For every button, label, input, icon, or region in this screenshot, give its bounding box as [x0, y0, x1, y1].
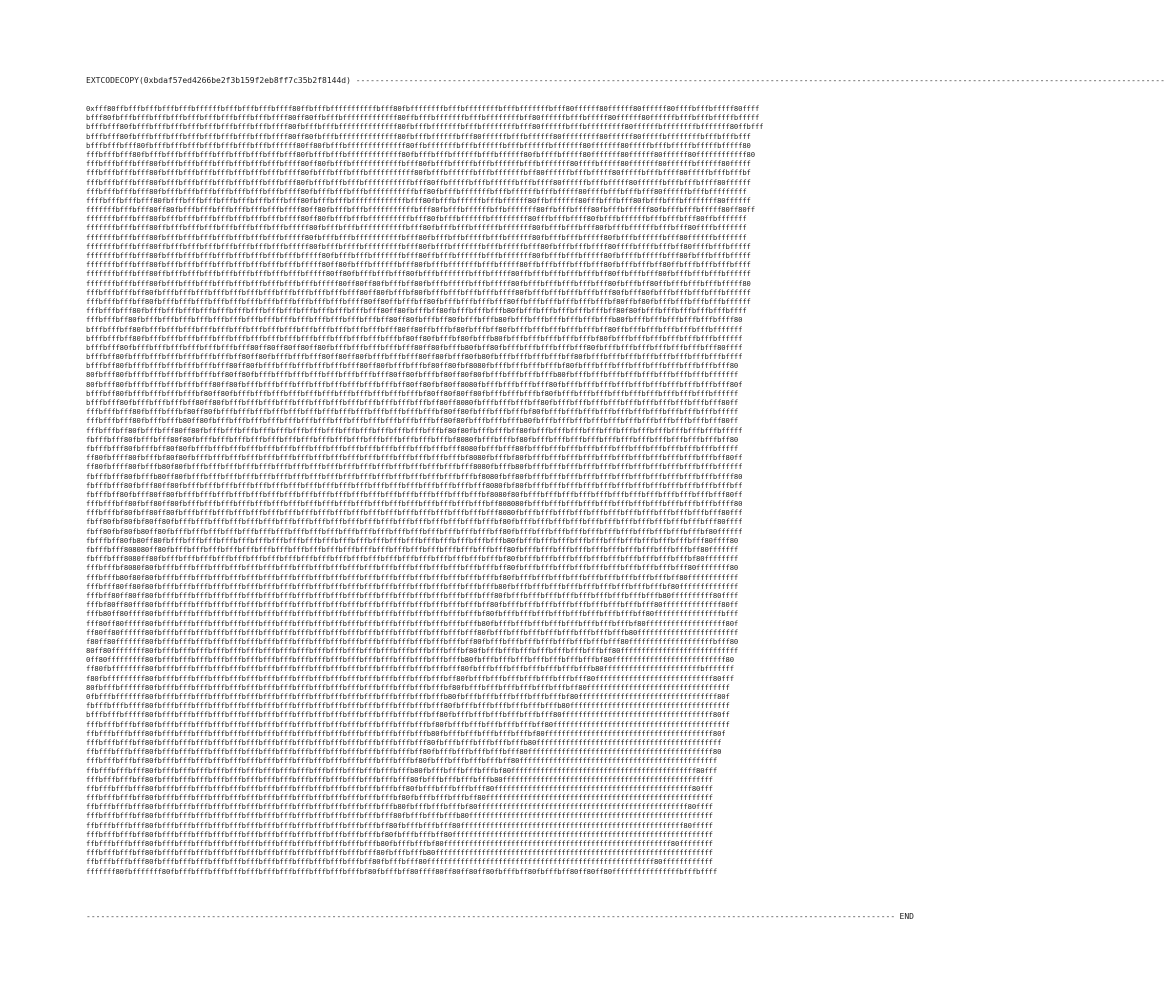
hex-row: 80fbfff80fbfffbfffbfffbfffbfffbff80ff80fbfffbfffbfffbfffbfffbfffbfffbfff80ff80fbfffbf80ff80f80fbfffbfffbfffbfffb80fbfffbfffbfffbfffbfffbfffbfffbfffbfffffff — [86, 370, 739, 380]
hex-row: bfffbfff80fbfffbfffbfffbfffbfffbfffbfffbfffbffff80fbfffbfffbffffffffffffff80fbfffbfffffffbfffbffffffffbfff80ffffffbfffbfffffffff80ffffffbffffffffbfffffff80ffbfff — [86, 122, 764, 132]
hex-row: bfffbff80fbfffbfffbfffbfffbfffbfffbff80ff80fbfffbfffbfff80ff80ff80fbfffbfffbfff80ff80fbfff80fb80fbfffbfffbfffbfffbff80fbfffbfffbfffbfffbfffbfffbfffbfffbffff — [86, 352, 743, 362]
hex-row: fffbfffbfffbff80fbfffbfffbfffbfffbfffbfffbfffbfffbfffbfffbfffbfff80ff80fbfffbf80fbfffbfffbfffbfffbffff80fbfffbfffbfffbfffbfff80fbfff80fbfffbfffbfffbfffbffffff — [86, 287, 751, 297]
hex-row: fbfffbff80fb80ff80fbfffbfffbfffbfffbfffbfffbfffbfffbfffbfffbfffbfffbfffbfffbfffbfffbfffbfffbfffbfffb80fbfffbfffbfffbfffbfffbfffbfffbfffbfffbfffbfff80ffff80 — [86, 535, 739, 545]
hex-row: fffbff80ff80ff80fbfffbfffbfffbfffbfffbfffbfffbfffbfffbfffbfffbfffbfffbfffbfffbfffbfffbfffbfffbfff80fbfffbfffbfffbfffbfffbfffbfffbfffbfffb80ffffffffff80ffff — [86, 590, 739, 600]
hex-row: fffffffbfffbfff80ffbfffbfffbfffbfffbfffbfffbfffbfffff80fbfffbffffbfffffffffbfff80fbfffbfffffffbfffbfffffbfff80fbfffbfffbffff80ffffbffffbfffbff80ffffbfffbfffff — [86, 241, 751, 251]
hex-row: bfffbfff80fbfffbfffbfffbfffbfffbfffbfff80ff80ff80ff80ff80fbfffbfffbfffbfffbfff80ff80fbfffb80fbff80fbfffbfffbfffbfffbfff80fbfffbfffbfffbfffbfffbfffbfff80ffff — [86, 342, 743, 352]
hex-row: fffbfffbfffbff80fbfffbfffbfffbfffbfffbfffbfffbfffbfffbfffbfffbfffbfffbfff80fbfffbfffbfffb80ffffffffffffffffffffffffffffffffffffffffffffffffffffffffff — [86, 811, 713, 821]
opcode-call-label: EXTCODECOPY(0xbdaf57ed4266be2f3b159f2eb8ff7c35b2f8144d) — [86, 76, 351, 85]
hex-row: fbff80fbf80fbf80ff80fbfffbfffbfffbfffbfffbfffbfffbfffbfffbfffbfffbfffbfffbfffbfffbfffbfffbfffbfffbf80fbfffbfffbfffbfffbfffbfffbfffbfffbfffbfffbfffbfff80ffff — [86, 517, 743, 527]
hex-row: fffbfffbf80fbff80ff80fbfffbfffbfffbfffbfffbfffbfffbfffbfffbfffbfffbfffbfffbfffbfffbfffbfffbfffbfff8080fbfffbfffbfffbfffbfffbfffbfffbfffbfffbfffbfffbfff80fff — [86, 508, 743, 518]
hex-row: fbfffbff80fbfff80ff80fbfffbfffbfffbfffbfffbfffbfffbfffbfffbfffbfffbfffbfffbfffbfffbfffbfffbfffbf8080f80fbfffbfffbfffbfffbfffbfffbfffbfffbfffbfffbfffbfff80ff — [86, 489, 743, 499]
hex-row: f80ff80fffffff80fbfffbfffbfffbfffbfffbfffbfffbfffbfffbfffbfffbfffbfffbfffbfffbfffbfffbfffbff80fbfffbfffbfffbfffbfffbfffbfffbfff80ffffffffffffffffffffbfff80 — [86, 636, 739, 646]
hex-row: ff80fbffff80fbfffb80f80fbfffbfffbfffbfffbfffbfffbfffbfffbfffbfffbfffbfffbfffbfffbfffbfffbfff8080fbfffb80fbfffbfffbfffbfffbfffbfffbfffbfffbfffbfffbfffbffffff — [86, 462, 743, 472]
hex-row: bfffbfffbff80fbfffbfffbfffbfffbfffbfffbfffbfffbfffbfffbfffbfffbfffbfffbfff80ff80ffbfffbf80fbfffbff80fbfffbfffbfffbfffbfffbff80ffbfffbfffbfffbfffbfffbfffffff — [86, 324, 743, 334]
hex-row: fffffff80fbfffffff80fbfffbfffbfffbfffbfffbfffbfffbfffbfffbfffbfffbf80fbfffbff80ffff80ff80ff80ff80fbfffbff80fbfffbff80ff80ff80ffffffffffffffffbfffbffff — [86, 866, 718, 876]
hex-row: bfffbff80fbfffbfffbfffbfffbf80ff80fbfffbfffbfffbfffbfffbfffbfffbfffbfffbfffbfffbf80ff80f80ff80fbfffbfffbfffbf80fbfffbfffbfffbfffbfffbfffbfffbfffbfffbffffff — [86, 388, 739, 398]
hex-row: fffffffbfffbfff80ff80fbfffbfffbfffbfffbfffbfffbffff80ff80fbfffbfffbfffffffffffbfff80fbfffbffffffbffbfffffff80ffbfffbffff80fbfffbffffff80fbfffbfffbfffff80ff80ff — [86, 205, 755, 215]
hex-row: ffbfffbfffbfff80fbfffbfffbfffbfffbfffbfffbfffbfffbfffbfffbfffbfffbfffb80fbfffbfffbf80ffffffffffffffffffffffffffffffffffffffffffffffffffffff80ffffffff — [86, 839, 713, 848]
hex-row: bfffbfff80fbfffbfffbfffbfffbfffbfffbfffbfffbffff80ff80fbfffbffffffffffffff80fbfffbffffffbfff80ffffffbfffbffffff80fffffffff80ffffff80fffffbffffffffbfffbfffbfff — [86, 131, 751, 141]
hex-row: fffbfff80ff80f80fbfffbfffbfffbfffbfffbfffbfffbfffbfffbfffbfffbfffbfffbfffbfffbfffbfffbfffbfffbfffb80fbfffbfffbfffbfffbfffbfffbfffbfffbfffbf80ffffffffffffff — [86, 581, 739, 591]
hex-row: fbfffbfff80fbfffb80ff80fbfffbfffbfffbfffbfffbfffbfffbfffbfffbfffbfffbfffbfffbfffbfffbfffbfffbf8080fbff80fbfffbfffbfffbfffbfffbfffbfffbfffbfffbfffbfffbffff80 — [86, 471, 743, 481]
hex-row: fffbfffbfffbff80fbfffbfffbfffbfffbfffbfffbfffbfffbfffbfffbfffbfffbfffbf80fbfffbfffbff80ffffffffffffffffffffffffffffffffffffffffffffffffffffffffffffff — [86, 829, 713, 839]
hex-row: ff80fbffff80fbfffbf80f80fbfffbfffbfffbfffbfffbfffbfffbfffbfffbfffbfffbfffbfffbfffbfffbfffbf8080fbfffbf80fbfffbfffbfffbfffbfffbfffbfffbfffbfffbfffbfffbff80ff — [86, 453, 743, 463]
hex-row: fffbfffbff80fbfffbfffbfffbfffbfffbfffbfffbfffbfffbfffbfffbfffbfffbfffbff80ff80fbfffbff80fbfffbfffb80fbfffbfffbfffbfffbfffbfffb80fbfffbfffbfffbfffbfffbffff80 — [86, 315, 743, 325]
hex-row: fbff80fbf80fb80ff80fbfffbfffbfffbfffbfffbfffbfffbfffbfffbfffbfffbfffbfffbfffbfffbfffbfffbfffbfffbff80fbfffbfffbfffbfffbfffbfffbfffbfffbfffbfffbfffbf80ffffff — [86, 526, 743, 536]
hex-row: bfff80fbfffbfffbfffbfffbfffbfffbfffbfffbfffbffff80ff80ffbfffbfffffffffffff80ffbfffbfffffffbfffbffffffffbff80ffffffbfffbfffff80ffffff80ffffffbfffbfffbfffffbfffff — [86, 113, 760, 123]
hex-row: bfffbfffbfff80fbfffbfffbfffbfffbfffbfffbfffbffffff80ff80fbfffbffffffffffffff80ffbfffffffbfffbffffffbfffbffffffbfffffff80fffffff80fffffbfffbfffffbfffffbfffff80 — [86, 140, 751, 150]
hex-dump — [86, 104, 914, 892]
hex-row: 0xfff80ffbfffbfffbfffbfffbffffffbfffbfffbfffbffff80ffbfffbfffffffffffbfff80fbffffffffbfffbffffffffbfffbfffffffbfff80ffffff80ffffff80ffffff80ffffbfffbfffff80ffff — [86, 104, 760, 113]
hex-row: fffbfffbfffbff80fbfffbfffbfffbfffbfffbfffbfffbfffbfffbfffbfffbfffbfffbfffbfff80fbfffbfffbfffbfffb80ffffffffffffffffffffffffffffffffffffffffffffffffff — [86, 774, 713, 784]
hex-row: fffbfffbf8080f80fbfffbfffbfffbfffbfffbfffbfffbfffbfffbfffbfffbfffbfffbfffbfffbfffbfffbfffbfffbfffbff80fbfffbfffbfffbfffbfffbfffbfffbfffbfffbfff80ffffffff80 — [86, 563, 739, 573]
hex-row: fbfffbfff80fbfffbfff80f80fbfffbfffbfffbfffbfffbfffbfffbfffbfffbfffbfffbfffbfffbfffbfffbf8080fbfffbfffbf80fbfffbfffbfffbfffbfffbfffbfffbfffbfffbfffbfffbff80 — [86, 434, 739, 444]
end-label: END — [899, 912, 914, 921]
hex-row: ffbfffbfffbfff80fbfffbfffbfffbfffbfffbfffbfffbfffbfffbfffbfffbfffbff80fbfffbfff80ffffffffffffffffffffffffffffffffffffffffffffffffffffff80ffffffffffff — [86, 857, 713, 867]
hex-row: bfffbfff80fbfffbfffbfffbff80ff80fbfffbfffbfffbfffbfffbfffbfffbfffbfffbfffbfffbfffbff80ff8080fbfffbfffbfffbff80fbfffbfffbfffbfffbfffbfffbfffbfffbfffbfff80ff — [86, 398, 739, 407]
hex-row: 80fbfff80fbfffbfffbfffbfffbfff80ff80fbfffbfffbfffbfffbfffbfffbfffbfffbfffbff80ff80fbf80ff8080fbfffbfffbfffbfff80fbfffbfffbfffbfffbfffbfffbfffbfffbfffbfff80f — [86, 379, 743, 389]
hex-row: fffbfffbff80fbff80ff80fbfffbfffbfffbfffbfffbfffbfffbfffbfffbfffbfffbfffbfffbfffbfffbfffbfffbfffbff808080fbfffbfffbfffbfffbfffbfffbfffbfffbfffbfffbfffbffff80 — [86, 499, 743, 509]
hex-row: bfffbff80fbfffbfffbfffbfffbfffbfff80ff80fbfffbfffbfffbfffbfffbfff80ff80fbfffbfffbf80ff80fbf8080fbfffbfffbfffbfffbf80fbfffbfffbfffbfffbfffbfffbfffbfffbfff80 — [86, 361, 739, 371]
hex-row: fffbfffbfffbff80fbfffbfffbfffbfffbfffbfffbfffbfffbfffbfffbfffbfffbfffbfffbf80fbfffbfffbfffbff80ffffffffffffffffffffffffffffffffffffffffffffffffffffff — [86, 793, 713, 803]
hex-row: fffbfffbfffbfff80fbfffbfffbfffbfffbfffbfffbfffbfff80fbfffbfffbfffbfffffffffffbfff80ffbfffffbfffbffffffbfffbffff80ffffffbfffbfffff80ffffffbfffbfffbffff80ffffff — [86, 177, 751, 187]
footer-line — [86, 912, 914, 922]
hex-row: fffbfffbfffbfff80fbfffbfffbfffbfffbfffbfffbfffbffff80fbfffbfffbfffbfffffffffff80fbfffbffffffbfffbfffffffbff80ffffffbfffbfffff80fffffbfffbffff80fffffbfffbfffbf — [86, 168, 751, 178]
hex-row: fffffffbfffbfff80fbfffbfffbfffbfffbfffbfffbfffbfffbfffff80ff80fbfffbffffffbfff80fbfffbfffffffbfffbfffff80ffbfffbfffbfffbfff80fbfffbfffbff80ffbfffbfffbfffbffff — [86, 260, 751, 270]
hex-row: bfffbfffbfffff80fbfffbfffbfffbfffbfffbfffbfffbfffbfffbfffbfffbfffbfffbfffbfffbfffbff80fbfffbfffbfffbfffbfffbfff80ffffffffffffffffffffffffffffffffffff80ff — [86, 710, 730, 720]
hex-row: fffbfffbfffbff80fbfffbfffbfffbfffbfffbfffbfffbfffbfffbfffbfffbfffbfffbfffbfffbfff80fbfffbfffbfffbfffbfffb80ffffffffffffffffffffffffffffffffffffffffffff — [86, 737, 722, 747]
hex-row: ffbfffbfffbfff80fbfffbfffbfffbfffbfffbfffbfffbfffbfffbfffbfffbfffbfffbfffbfffb80fbfffbfffbfffbfffbf80ffffffffffffffffffffffffffffffffffffffffffff80fff — [86, 765, 718, 775]
hex-row: fffffffbfffbfff80fbfffbfffbfffbfffbfffbfffbfffbfffbfffff80fbfffbfffbfffffffbfff80ffbfffbffffffbfffbfffffff80fbfffbfffbfffff80fbffffbfffffbfff80fbfffbfffbfffff — [86, 251, 751, 260]
hex-row: fbfffbfff808080ff80fbfffbfffbfffbfffbfffbfffbfffbfffbfffbfffbfffbfffbfffbfffbfffbfffbfffbfffbfffbfff80fbfffbfffbfffbfffbfffbfffbfffbfffbfffbfffbff80fffffff — [86, 545, 739, 554]
hex-row: fffbfffbff80fbfffbfff80ff80fbfffbfffbfffbfffbfffbfffbfffbfffbfffbfffbfffbfffbfffbfffbf80f80fbfffbfffbff80fbfffbfffbfffbfffbfffbfffbfffbfffbfffbfffbfffbfffff — [86, 425, 743, 435]
hex-row: bfffbfffbff80fbfffbfffbfffbfffbfffbfffbfffbfffbfffbfffbfffbfffbfffbfffbfffbf80ff80fbfffbf80fbfffb80fbfffbfffbfffbfffbfffbf80fbfffbfffbfffbfffbfffbfffbffffff — [86, 333, 743, 343]
hex-row: ffffbfffbfffbfff80fbfffbfffbfffbfffbfffbfffbfffbfff80fbfffbfffbfffffffffffffbfff80fbfffbffffffbfffbffffff80ffbfffffff80fffbfffbfff80fbfffbfffbffffffff80ffffff — [86, 195, 751, 205]
hex-row: ffbfffbfffbfff80fbfffbfffbfffbfffbfffbfffbfffbfffbfffbfffbfffbfffbfffbfffbff80fbfffbfffbfffbfff80fffffffffffffffffffffffffffffffffffffffffffffff80fff — [86, 783, 713, 793]
hex-row: fffbfffbfffbfff80fbfffbfffbfffbfffbfffbfffbfffbffff80ff80fbfffbffffffffffffbfff80fbfffbfffffbfffbffffffbfffbfffffff80ffffbfffff80fffffff80ffffffbffffff80fffff — [86, 159, 751, 169]
hex-row: fffbfffb80f80f80fbfffbfffbfffbfffbfffbfffbfffbfffbfffbfffbfffbfffbfffbfffbfffbfffbfffbfffbfffbfffbf80fbfffbfffbfffbfffbfffbfffbfffbfffbfffbff80ffffffffffff — [86, 572, 739, 582]
hex-row: 80ff80ffffffff80fbfffbfffbfffbfffbfffbfffbfffbfffbfffbfffbfffbfffbfffbfffbfffbfffbfffbfffbf80fbfffbfffbfffbfffbfffbfffbfffbff80ffffffffffffffffffffffffffff — [86, 646, 739, 656]
hex-row: fffbfffbfffbff80fbfffbfffbfffbfffbfffbfffbfffbfffbfffbfffbfffbffff80ff80ffbfffbff80fbfffbfffbfffbfff80ffbfffbfffbfffbfffbfffbf80ffbf80fbfffbfffbfffbfffbffffff — [86, 296, 751, 306]
hex-row: 80fbfffbffffff80fbfffbfffbfffbfffbfffbfffbfffbfffbfffbfffbfffbfffbfffbfffbfffbfffbfffbf80fbfffbfffbfffbfffbfffbfffbff80ffffffffffffffffffffffffffffffffff — [86, 682, 730, 692]
hex-row: fbfffbfffbffff80fbfffbfffbfffbfffbfffbfffbfffbfffbfffbfffbfffbfffbfffbfffbfffbfffbfff80fbfffbfffbfffbfffbfffbfffb80ffffffffffffffffffffffffffffffffffffff — [86, 701, 730, 711]
hex-row: fbfffbfff8080ff80fbfffbfffbfffbfffbfffbfffbfffbfffbfffbfffbfffbfffbfffbfffbfffbfffbfffbfffbfffbfffbf80fbfffbfffbfffbfffbfffbfffbfffbfffbfffbfffbf80ffffffff — [86, 554, 739, 564]
hex-row: ffbfffbfffbfff80fbfffbfffbfffbfffbfffbfffbfffbfffbfffbfffbfffbfffbfffbfffbfffbfffb80fbfffbfffbfffbfffbfffbf80ffffffffffffffffffffffffffffffffffffffff80f — [86, 728, 726, 738]
header-line — [86, 76, 1165, 86]
hex-row: fffffffbfffbfff80ffbfffbfffbfffbfffbfffbfffbfffbfffff80fbfffbfffbfffffffffffbfff80fbfffbfffbffffffbfffffff80fbfffbfffbfff80fbfffbffffffbfffbfff80ffffbfffffff — [86, 223, 747, 233]
hex-row: fffffffbfffbfff80fbfffbfffbfffbfffbfffbfffbfffbffff80ff80fbfffbfffbffffffffffbfff80fbfffbffffffbfffffffff80fffbfffbffff80fbfffbffffffbfffbfffbfff80ffbfffffff — [86, 214, 747, 224]
hex-row: fffbfffbfffbfff80fbfffbfffbfffbfffbfffbfffbfffbffff80fbfffbfffbfffbfffffffffffbff80fbfffbfffffffbfffbffffffbfffbfffff80ffffbfffbfffbfff80ffffffbfffbfffffffff — [86, 186, 747, 196]
hex-row: ff80fbffffffff80fbfffbfffbfffbfffbfffbfffbfffbfffbfffbfffbfffbfffbfffbfffbfffbfffbfffbfff80fbfffbfffbfffbfffbfffbfffbfffb80fffffffffffffffffffffffbfffffff — [86, 664, 734, 674]
hex-row: fffbfffbfffbff80fbfffbfffbfffbfffbfffbfffbfffbfffbfffbfffbfffbfffbfff80fbfffbfffb80ffffffffffffffffffffffffffffffffffffffffffffffffffffffffffffffffff — [86, 848, 713, 858]
hex-row: fffbfffbfffbff80fbfffbfffbfffbfffbfffbfffbfffbfffbfffbfffbfffbfffbfffbfffbfffbf80fbfffbfffbfffbfffbff80fffffffffffffffffffffffffffffffffffffffffffffff — [86, 756, 718, 766]
hex-row: fffb80ff80ffff80fbfffbfffbfffbfffbfffbfffbfffbfffbfffbfffbfffbfffbfffbfffbfffbfffbfffbfffbfffbf80fbfffbfffbfffbfffbfffbfffbfffbfffbff80ffffffffffffffffbfff — [86, 609, 739, 619]
hex-row: ffbfffbfffbfff80fbfffbfffbfffbfffbfffbfffbfffbfffbfffbfffbfffbfffbfffbff80fbfffbfffbfff80fffffffffffffffffffffffffffffffffffffffffffffffffffff80fffff — [86, 820, 713, 830]
hex-row: fffbfffbfff80fbfffbfffb80ff80fbfffbfffbfffbfffbfffbfffbfffbfffbfffbfffbfffbfffbfffbff80f80fbfffbfffbfffb80fbfffbfffbfffbfffbfffbfffbfffbfffbfffbfffbfff80ff — [86, 416, 739, 426]
hex-row: fff80ff80fffff80fbfffbfffbfffbfffbfffbfffbfffbfffbfffbfffbfffbfffbfffbfffbfffbfffbfffbfffbfffb80fbfffbfffbfffbfffbfffbfffbfffbfffbf80fffffffffffffffffff80f — [86, 618, 739, 628]
hex-row: fffffffbfffbfff80fbfffbfffbfffbfffbfffbfffbfffbfffff80fbfffbfffbfffffffffffbfff80fbfffbffbfffffbfffbffffff80fbfffbfffbfffff80fbfffbffffffbfff80ffffffbfffffff — [86, 232, 747, 242]
hex-row: ffbfffbfffbfff80fbfffbfffbfffbfffbfffbfffbfffbfffbfffbfffbfffbfffbfffbfffb80fbfffbfffbfffbf80ffffffffffffffffffffffffffffffffffffffffffffffffff80ffff — [86, 802, 713, 812]
hex-row: fffbfffbfff80fbfffbfffbf80ff80fbfffbfffbfffbfffbfffbfffbfffbfffbfffbfffbfffbfffbfffbf80ff80fbfffbfffbfffbf80fbfffbfffbfffbfffbfffbfffbfffbfffbfffbfffbfffff — [86, 407, 739, 417]
hex-row: fffffffbfffbfff80fbfffbfffbfffbfffbfffbfffbfffbfffbfffbfffff80ff80ff80fbfffbff80fbfffbfffffbfffbfffff80fbfffbfffbfffbfffbfff80fbfffbff80ffbfffbfffbfffbfffff80 — [86, 278, 751, 288]
hex-row: fbfffbfff80fbfff80ff80fbfffbfffbfffbfffbfffbfffbfffbfffbfffbfffbfffbfffbfffbfffbfffbfffbfffbfff8080fbf80fbfffbfffbfffbfffbfffbfffbfffbfffbfffbfffbfffbfffbff — [86, 480, 743, 490]
hex-row: ff80ff80ffffff80fbfffbfffbfffbfffbfffbfffbfffbfffbfffbfffbfffbfffbfffbfffbfffbfffbfffbfffbfff80fbfffbfffbfffbfffbfffbfffbfffbfffb80ffffffffffffffffffffffff — [86, 627, 739, 637]
hex-row: 0fbfffbfffffff80fbfffbfffbfffbfffbfffbfffbfffbfffbfffbfffbfffbfffbfffbfffbfffbfffbfffb80fbfffbfffbfffbfffbfffbfffbf80fffffffffffffffffffffffffffffffff80f — [86, 692, 730, 701]
hex-row: fffbf80ff80fff80fbfffbfffbfffbfffbfffbfffbfffbfffbfffbfffbfffbfffbfffbfffbfffbfffbfffbfffbfffbff80fbfffbfffbfffbfffbfffbfffbfffbfffbfff80ffffffffffffff80ff — [86, 600, 739, 610]
hex-row: fffbfffbfff80fbfffbfffbfffbfffbfffbfffbfffbfffbfff80fbfffbfffbfffffffffffff80fbfffbfffbffffffbfffbffffff80fbffffbfffff80fffffff80ffffff80ffffff80ffffffffffff80 — [86, 149, 755, 159]
hex-row: f80fbfffffffff80fbfffbfffbfffbfffbfffbfffbfffbfffbfffbfffbfffbfffbfffbfffbfffbfffbfffbff80fbfffbfffbfffbfffbfffbfffbfff80ffffffffffffffffffffffffffff80fff — [86, 673, 734, 683]
hex-row: fffbfffbfff80fbfffbfffbfffbfffbfffbfffbfffbfffbfffbfffbfffbfffbfffbfff80ff80fbfffbff80fbfffbfffbfffb80fbfffbfffbfffbfffbfffbff80f80fbfffbfffbfffbfffbfffbffff — [86, 306, 747, 316]
hex-row: 0ff80fffffffff80fbfffbfffbfffbfffbfffbfffbfffbfffbfffbfffbfffbfffbfffbfffbfffbfffbfffbfffb80fbfffbfffbfffbfffbfffbfffbfffbf80fffffffffffffffffffffffffff80 — [86, 655, 734, 665]
header-rule: ------------------------------------------------------------------------------------------------------------------------------------------------------------------------ — [350, 76, 1165, 85]
hex-row: fbfffbfff80fbfffbff80f80fbfffbfffbfffbfffbfffbfffbfffbfffbfffbfffbfffbfffbfffbfffbfffbfff8080fbfffbfff80fbfffbfffbfffbfffbfffbfffbfffbfffbfffbfffbfffbfffff — [86, 443, 739, 453]
hex-row: fffbfffbfffbff80fbfffbfffbfffbfffbfffbfffbfffbfffbfffbfffbfffbfffbfffbfffbfffbfffbf80fbfffbfffbfffbfffbfffbff80ffffffffffffffffffffffffffffffffffffffffff — [86, 719, 730, 729]
hex-row: ffbfffbfffbfff80fbfffbfffbfffbfffbfffbfffbfffbfffbfffbfffbfffbfffbfffbfffbfffbff80fbfffbfffbfffbfffbfff80ffffffffffffffffffffffffffffffffffffffffffff80 — [86, 747, 722, 757]
hex-row: fffffffbfffbfff80ffbfffbfffbfffbfffbfffbfffbfffbfffbfffff80ff80fbfffbfffbfff80fbfffbfffffffbfffbfffff80ffbfffbfffbfffbfffbff80ffbfffbfff80fbfffbfffbfffbffffff — [86, 269, 751, 279]
footer-rule: ------------------------------------------------------------------------------------------------------------------------------------------------------------------------ — [86, 912, 896, 921]
